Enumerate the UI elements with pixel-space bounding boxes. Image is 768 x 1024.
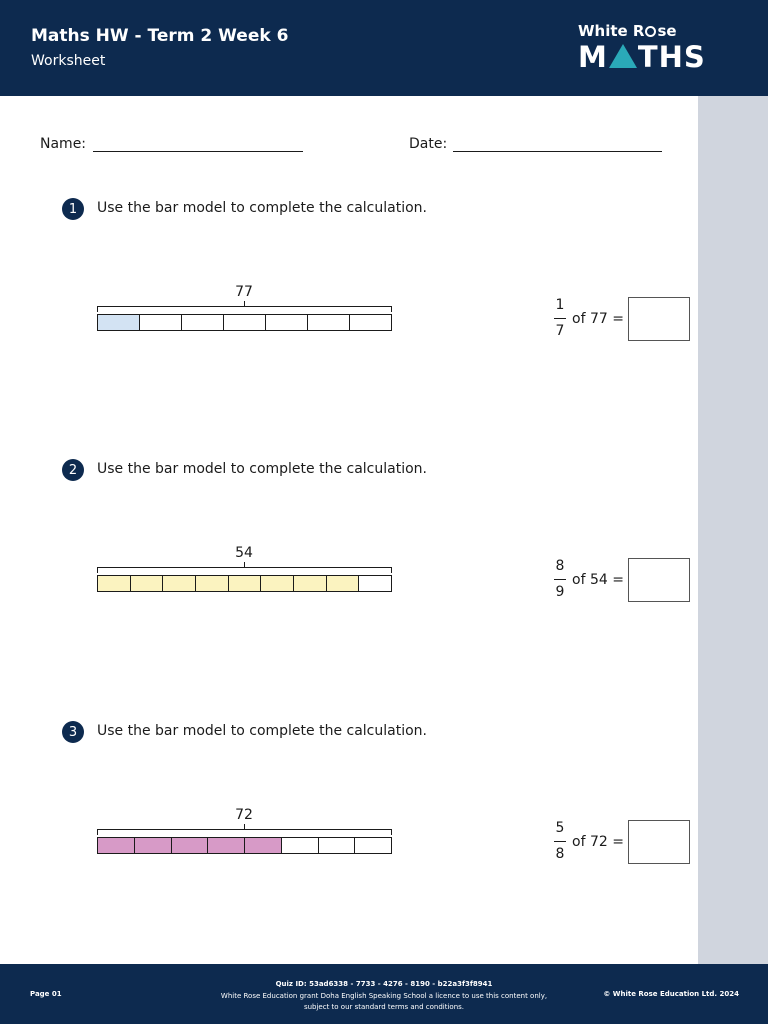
right-margin-strip <box>698 96 768 964</box>
bar-part-shaded <box>208 838 245 853</box>
bar-part-shaded <box>98 576 131 591</box>
copyright-notice: © White Rose Education Ltd. 2024 <box>603 990 739 998</box>
bar-part-empty <box>319 838 356 853</box>
bar-part-shaded <box>327 576 360 591</box>
logo-top-text: White R se <box>578 22 677 40</box>
bar-part-shaded <box>294 576 327 591</box>
date-label: Date: <box>409 136 448 152</box>
bar-part-shaded <box>261 576 294 591</box>
bar-model <box>97 575 392 592</box>
bar-brace-tick <box>244 301 245 306</box>
bar-brace-tick <box>244 824 245 829</box>
bar-part-empty <box>355 838 391 853</box>
bar-part-empty <box>350 315 391 330</box>
question-number-badge: 2 <box>62 459 84 481</box>
worksheet-subtitle: Worksheet <box>31 53 106 69</box>
licence-line: White Rose Education grant Doha English Speaking School a licence to use this content only, <box>220 992 548 1000</box>
bar-part-empty <box>224 315 266 330</box>
fraction-numerator: 1 <box>555 297 565 313</box>
bar-part-empty <box>359 576 391 591</box>
fraction-numerator: 8 <box>555 558 565 574</box>
fraction-denominator: 9 <box>555 584 565 600</box>
worksheet-title: Maths HW - Term 2 Week 6 <box>31 26 289 46</box>
name-field[interactable] <box>93 151 303 152</box>
page-footer <box>0 964 768 1024</box>
bar-part-empty <box>182 315 224 330</box>
bar-brace-tick <box>244 562 245 567</box>
question-text: Use the bar model to complete the calculation. <box>97 723 427 739</box>
calculation-text: of 54 = <box>572 572 624 588</box>
bar-part-shaded <box>98 838 135 853</box>
fraction-bar <box>554 579 566 580</box>
bar-part-empty <box>266 315 308 330</box>
answer-box[interactable] <box>628 297 690 341</box>
answer-box[interactable] <box>628 820 690 864</box>
bar-model <box>97 314 392 331</box>
bar-part-shaded <box>196 576 229 591</box>
question-text: Use the bar model to complete the calculation. <box>97 461 427 477</box>
question-text: Use the bar model to complete the calculation. <box>97 200 427 216</box>
bar-part-shaded <box>229 576 262 591</box>
bar-model <box>97 837 392 854</box>
date-field[interactable] <box>453 151 662 152</box>
bar-brace <box>97 567 392 573</box>
calculation-text: of 72 = <box>572 834 624 850</box>
bar-part-shaded <box>172 838 209 853</box>
question-number-badge: 1 <box>62 198 84 220</box>
bar-part-shaded <box>131 576 164 591</box>
fraction-numerator: 5 <box>555 820 565 836</box>
bar-total-label: 72 <box>235 807 253 823</box>
logo-rose-icon <box>645 26 656 37</box>
page-header <box>0 0 768 96</box>
logo-triangle-icon <box>609 44 637 68</box>
name-label: Name: <box>40 136 87 152</box>
bar-brace <box>97 829 392 835</box>
licence-line: subject to our standard terms and conditions. <box>303 1003 465 1011</box>
bar-brace <box>97 306 392 312</box>
bar-total-label: 77 <box>235 284 253 300</box>
bar-part-empty <box>308 315 350 330</box>
fraction-denominator: 7 <box>555 323 565 339</box>
bar-part-empty <box>282 838 319 853</box>
bar-part-shaded <box>245 838 282 853</box>
quiz-id: Quiz ID: 53ad6338 - 7733 - 4276 - 8190 - b22a3f3f8941 <box>275 980 493 988</box>
calculation-text: of 77 = <box>572 311 624 327</box>
fraction-bar <box>554 841 566 842</box>
bar-part-empty <box>140 315 182 330</box>
question-number-badge: 3 <box>62 721 84 743</box>
bar-total-label: 54 <box>235 545 253 561</box>
logo-bottom-text: M THS <box>578 40 706 74</box>
bar-part-shaded <box>98 315 140 330</box>
bar-part-shaded <box>135 838 172 853</box>
fraction-denominator: 8 <box>555 846 565 862</box>
white-rose-maths-logo <box>578 22 718 74</box>
answer-box[interactable] <box>628 558 690 602</box>
fraction-bar <box>554 318 566 319</box>
page-number: Page 01 <box>30 990 62 998</box>
bar-part-shaded <box>163 576 196 591</box>
